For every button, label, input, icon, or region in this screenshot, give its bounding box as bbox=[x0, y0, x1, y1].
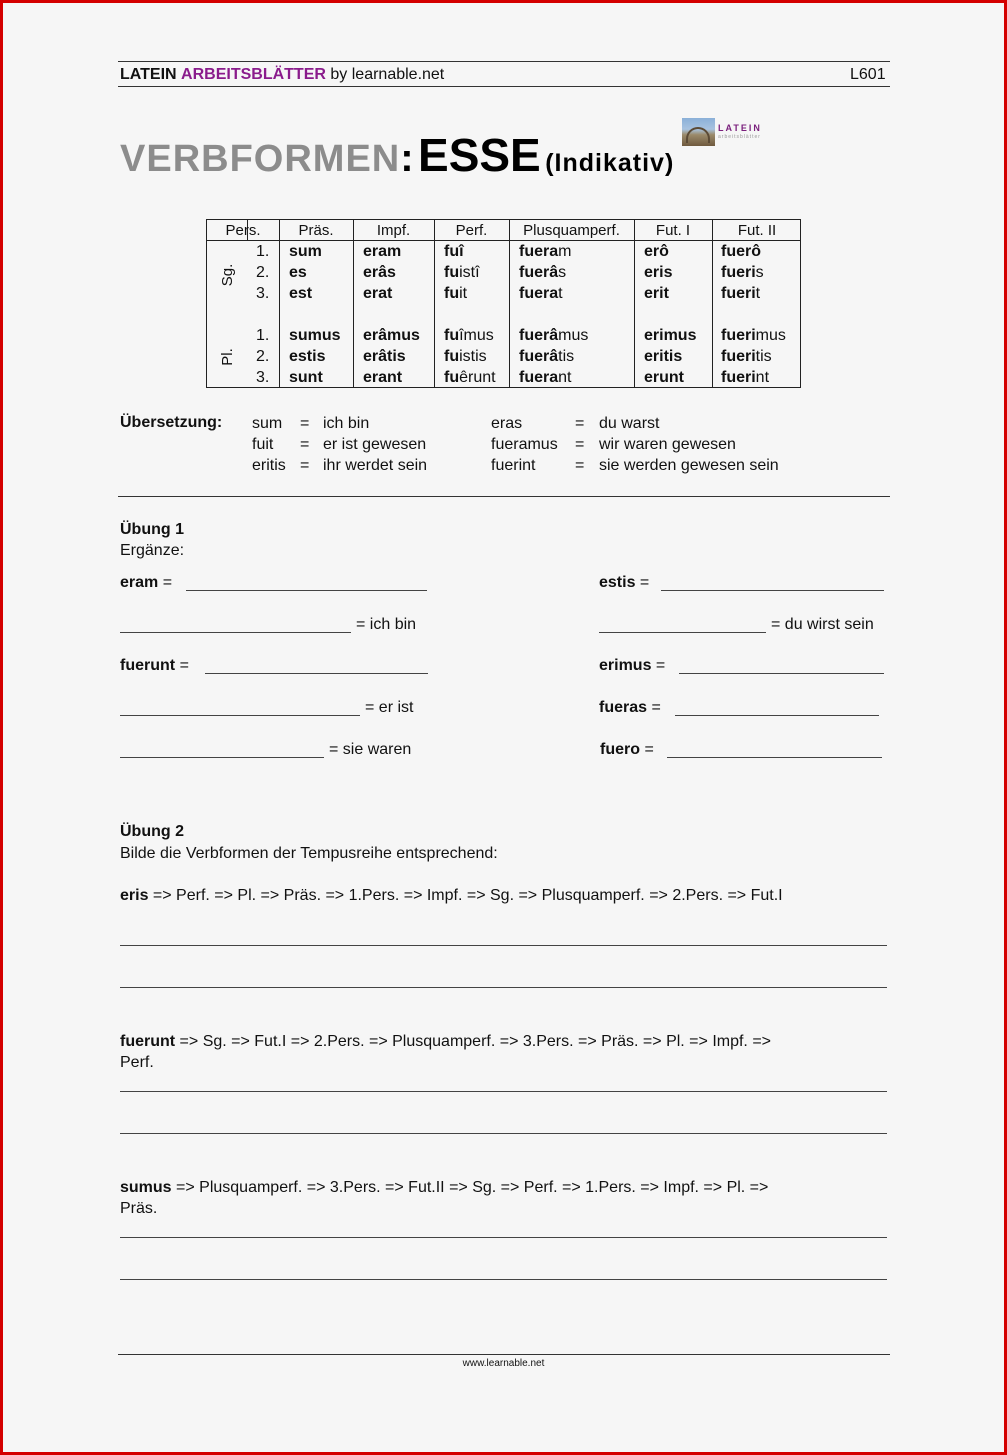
table-cell: eritis bbox=[644, 348, 683, 365]
ex1-item-estis: estis = bbox=[599, 574, 650, 591]
exercise1-title: Übung 1 bbox=[120, 521, 184, 538]
header-sheet-code: L601 bbox=[850, 66, 886, 83]
table-cell: fuerint bbox=[721, 369, 770, 386]
latein-logo bbox=[682, 118, 782, 146]
header-brand-latein: LATEIN bbox=[120, 66, 177, 83]
table-cell: fuî bbox=[444, 243, 464, 260]
table-cell: erat bbox=[363, 285, 393, 302]
translation-equals: = bbox=[300, 457, 310, 474]
table-person-number: 1. bbox=[256, 327, 270, 344]
th-fut2: Fut. II bbox=[737, 222, 777, 239]
translation-meaning: wir waren gewesen bbox=[599, 436, 736, 453]
table-cell: estis bbox=[289, 348, 326, 365]
translation-equals: = bbox=[575, 457, 585, 474]
translation-word: fuerint bbox=[491, 457, 536, 474]
ex2-answer-line[interactable] bbox=[120, 987, 887, 988]
table-cell: fuêrunt bbox=[444, 369, 496, 386]
ex2-answer-line[interactable] bbox=[120, 1279, 887, 1280]
table-cell: fueris bbox=[721, 264, 764, 281]
footer-url: www.learnable.net bbox=[462, 1358, 545, 1369]
translation-meaning: sie werden gewesen sein bbox=[599, 457, 779, 474]
table-cell: fuerit bbox=[721, 285, 761, 302]
ex1-item-fuerunt: fuerunt = bbox=[120, 657, 189, 674]
table-cell: fuerant bbox=[519, 369, 572, 386]
exercise2-instruction: Bilde die Verbformen der Tempusreihe entsprechend: bbox=[120, 845, 498, 862]
table-cell: fuerimus bbox=[721, 327, 786, 344]
table-cell: fuerâs bbox=[519, 264, 567, 281]
ex1-item-fueras: fueras = bbox=[599, 699, 661, 716]
table-person-number: 3. bbox=[256, 285, 270, 302]
table-cell: fuerâtis bbox=[519, 348, 575, 365]
translation-label: Übersetzung: bbox=[120, 414, 223, 431]
table-cell: fuîmus bbox=[444, 327, 494, 344]
table-person-number: 3. bbox=[256, 369, 270, 386]
ex1-item-er-ist: = er ist bbox=[365, 699, 414, 716]
table-cell: erit bbox=[644, 285, 669, 302]
ex1-item-sie-waren: = sie waren bbox=[329, 741, 412, 758]
table-cell: fueritis bbox=[721, 348, 772, 365]
ex1-answer-er-ist[interactable] bbox=[120, 715, 360, 716]
ex2-answer-line[interactable] bbox=[120, 945, 887, 946]
table-person-number: 2. bbox=[256, 264, 270, 281]
th-fut1: Fut. I bbox=[655, 222, 691, 239]
ex1-answer-erimus[interactable] bbox=[679, 673, 884, 674]
table-cell: fuerat bbox=[519, 285, 563, 302]
translation-word: eritis bbox=[252, 457, 286, 474]
table-cell: fueram bbox=[519, 243, 572, 260]
table-cell: erô bbox=[644, 243, 669, 260]
ex1-answer-estis[interactable] bbox=[661, 590, 884, 591]
table-cell: sumus bbox=[289, 327, 341, 344]
logo-subtext: arbeitsblätter bbox=[718, 134, 761, 140]
th-pers: Pers. bbox=[225, 222, 261, 239]
ex1-answer-fuerunt[interactable] bbox=[205, 673, 428, 674]
table-cell: fuerô bbox=[721, 243, 761, 260]
translation-word: eras bbox=[491, 415, 523, 432]
translation-equals: = bbox=[300, 415, 310, 432]
title-colon: : bbox=[400, 136, 414, 180]
ex2-task-sumus-cont: Präs. bbox=[120, 1200, 158, 1217]
ex2-task-eris: eris => Perf. => Pl. => Präs. => 1.Pers. => Impf. => Sg. => Plusquamperf. => 2.Pers. => Fut.I bbox=[120, 887, 783, 904]
ex1-item-erimus: erimus = bbox=[599, 657, 666, 674]
ex2-task-fuerunt: fuerunt => Sg. => Fut.I => 2.Pers. => Plusquamperf. => 3.Pers. => Präs. => Pl. => Impf. => bbox=[120, 1033, 772, 1050]
translation-equals: = bbox=[575, 415, 585, 432]
ex1-answer-ich-bin[interactable] bbox=[120, 632, 351, 633]
table-cell: fuit bbox=[444, 285, 468, 302]
header-brand-arbeitsblaetter: ARBEITSBLÄTTER bbox=[181, 66, 326, 83]
ex1-answer-fueras[interactable] bbox=[675, 715, 879, 716]
table-cell: est bbox=[289, 285, 313, 302]
exercise2-title: Übung 2 bbox=[120, 823, 184, 840]
translation-equals: = bbox=[300, 436, 310, 453]
translation-word: fuit bbox=[252, 436, 274, 453]
translation-equals: = bbox=[575, 436, 585, 453]
ex2-answer-line[interactable] bbox=[120, 1237, 887, 1238]
th-perf: Perf. bbox=[455, 222, 488, 239]
ex1-answer-du-wirst-sein[interactable] bbox=[599, 632, 766, 633]
ex1-item-eram: eram = bbox=[120, 574, 173, 591]
th-praes: Präs. bbox=[298, 222, 334, 239]
ex1-item-fuero: fuero = bbox=[600, 741, 654, 758]
table-cell: erant bbox=[363, 369, 403, 386]
colosseum-icon bbox=[682, 118, 715, 146]
conjugation-table bbox=[206, 219, 801, 388]
ex1-answer-eram[interactable] bbox=[186, 590, 427, 591]
table-cell: erâmus bbox=[363, 327, 420, 344]
title-verbformen: VERBFORMEN bbox=[120, 138, 401, 180]
title-esse: ESSE bbox=[418, 129, 541, 181]
table-cell: fuistis bbox=[444, 348, 487, 365]
translation-word: sum bbox=[252, 415, 283, 432]
logo-text: LATEIN bbox=[718, 123, 762, 133]
table-cell: erunt bbox=[644, 369, 684, 386]
table-cell: fuerâmus bbox=[519, 327, 589, 344]
th-impf: Impf. bbox=[376, 222, 411, 239]
ex2-task-sumus: sumus => Plusquamperf. => 3.Pers. => Fut.II => Sg. => Perf. => 1.Pers. => Impf. => Pl. => bbox=[120, 1179, 769, 1196]
table-cell: eris bbox=[644, 264, 673, 281]
translation-meaning: er ist gewesen bbox=[323, 436, 427, 453]
exercise1-instruction: Ergänze: bbox=[120, 542, 185, 559]
translation-word: fueramus bbox=[491, 436, 558, 453]
table-cell: eram bbox=[363, 243, 402, 260]
table-cell: sunt bbox=[289, 369, 323, 386]
table-cell: erimus bbox=[644, 327, 697, 344]
header-left bbox=[120, 66, 444, 84]
table-cell: es bbox=[289, 264, 307, 281]
table-cell: fuistî bbox=[444, 264, 480, 281]
group-label-singular: Sg. bbox=[219, 263, 236, 287]
ex1-answer-fuero[interactable] bbox=[667, 757, 882, 758]
group-label-plural: Pl. bbox=[219, 348, 236, 366]
header-by-line: by learnable.net bbox=[330, 66, 445, 83]
table-cell: sum bbox=[289, 243, 322, 260]
table-cell: erâs bbox=[363, 264, 396, 281]
translation-meaning: ich bin bbox=[323, 415, 370, 432]
title-indikativ: (Indikativ) bbox=[545, 149, 675, 177]
ex2-answer-line[interactable] bbox=[120, 1133, 887, 1134]
ex1-item-du-wirst-sein: = du wirst sein bbox=[771, 616, 874, 633]
translation-meaning: du warst bbox=[599, 415, 660, 432]
section-divider bbox=[118, 496, 890, 497]
th-plusquamperf: Plusquamperf. bbox=[523, 222, 620, 239]
page-title bbox=[120, 128, 674, 182]
translation-meaning: ihr werdet sein bbox=[323, 457, 428, 474]
ex1-item-ich-bin: = ich bin bbox=[356, 616, 417, 633]
table-person-number: 2. bbox=[256, 348, 270, 365]
ex1-answer-sie-waren[interactable] bbox=[120, 757, 324, 758]
footer-rule bbox=[118, 1354, 890, 1355]
ex2-answer-line[interactable] bbox=[120, 1091, 887, 1092]
ex2-task-fuerunt-cont: Perf. bbox=[120, 1054, 154, 1071]
header-bottom-rule bbox=[118, 86, 890, 87]
table-cell: erâtis bbox=[363, 348, 406, 365]
table-person-number: 1. bbox=[256, 243, 270, 260]
header-top-rule bbox=[118, 61, 890, 62]
